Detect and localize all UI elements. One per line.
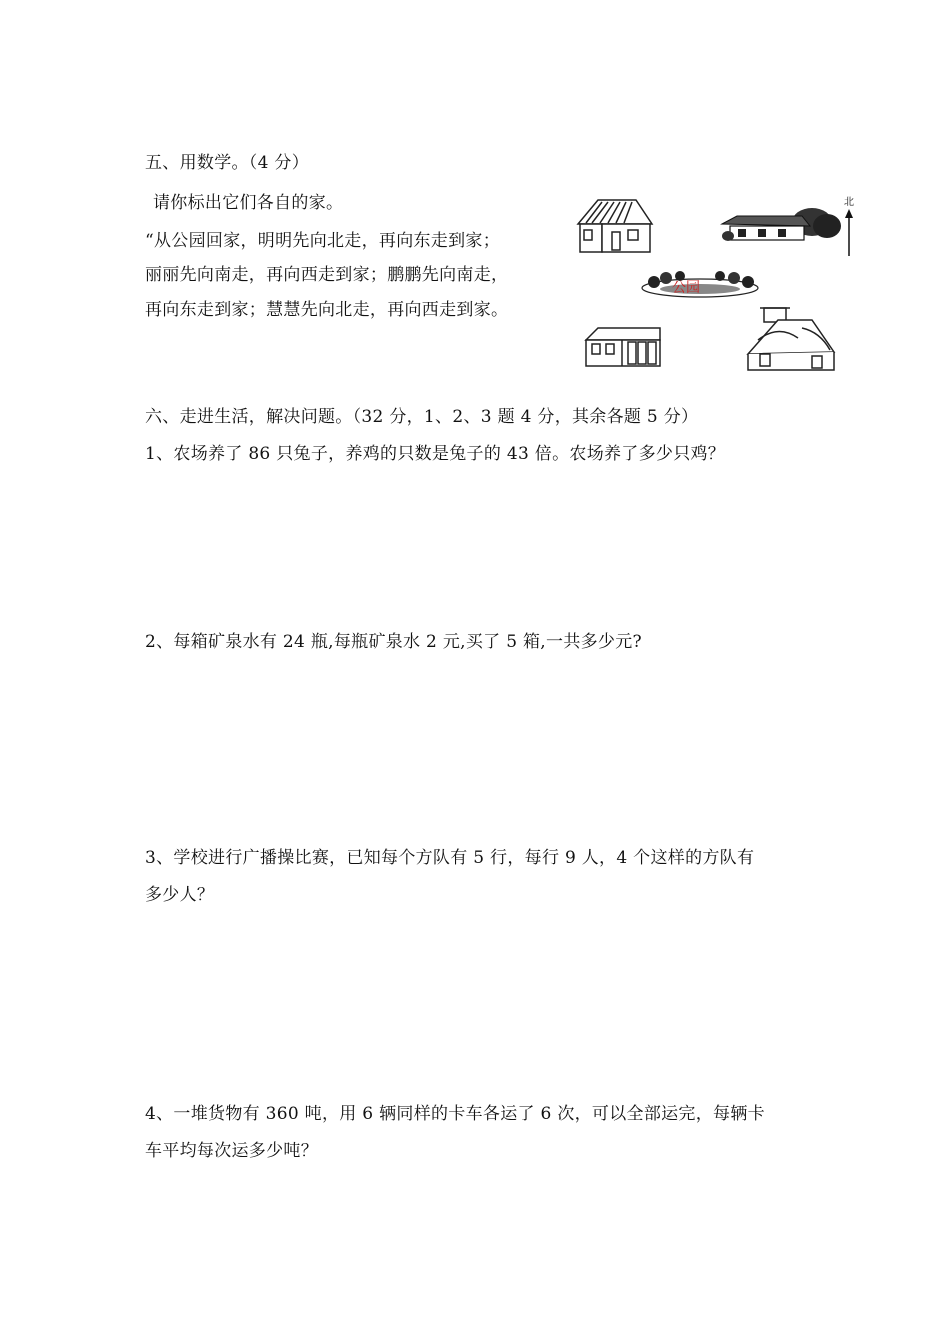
section5-paragraph-line-2: 丽丽先向南走，再向西走到家；鹏鹏先向南走，	[145, 265, 509, 285]
problem-3-line-1: 3、学校进行广播操比赛，已知每个方队有 5 行，每行 9 人，4 个这样的方队有	[145, 848, 755, 868]
park-label: 公园	[672, 279, 700, 295]
problem-3-line-2: 多少人？	[145, 885, 215, 905]
section5-paragraph-line-1: “从公园回家，明明先向北走，再向东走到家；	[145, 231, 500, 251]
house-top-left	[578, 200, 652, 252]
section5-instruction: 请你标出它们各自的家。	[153, 193, 344, 213]
problem-1-line-1: 1、农场养了 86 只兔子，养鸡的只数是兔子的 43 倍。农场养了多少只鸡？	[145, 444, 726, 464]
house-bottom-right	[748, 308, 834, 370]
problem-4-line-1: 4、一堆货物有 360 吨，用 6 辆同样的卡车各运了 6 次，可以全部运完，每辆卡	[145, 1104, 765, 1124]
section5-paragraph-line-3: 再向东走到家；慧慧先向北走，再向西走到家。	[145, 300, 509, 320]
park	[642, 271, 758, 297]
building-bottom-left	[586, 328, 660, 366]
problem-2-line-1: 2、每箱矿泉水有 24 瓶,每瓶矿泉水 2 元,买了 5 箱,一共多少元?	[145, 632, 642, 652]
section6-title: 六、走进生活，解决问题。（32 分，1、2、3 题 4 分，其余各题 5 分）	[145, 407, 699, 427]
direction-map-figure	[572, 192, 862, 374]
north-label: 北	[844, 197, 854, 208]
problem-4-line-2: 车平均每次运多少吨？	[145, 1141, 318, 1161]
section5-title: 五、用数学。（4 分）	[145, 153, 310, 173]
north-arrow	[845, 209, 853, 256]
house-top-right	[722, 208, 841, 241]
